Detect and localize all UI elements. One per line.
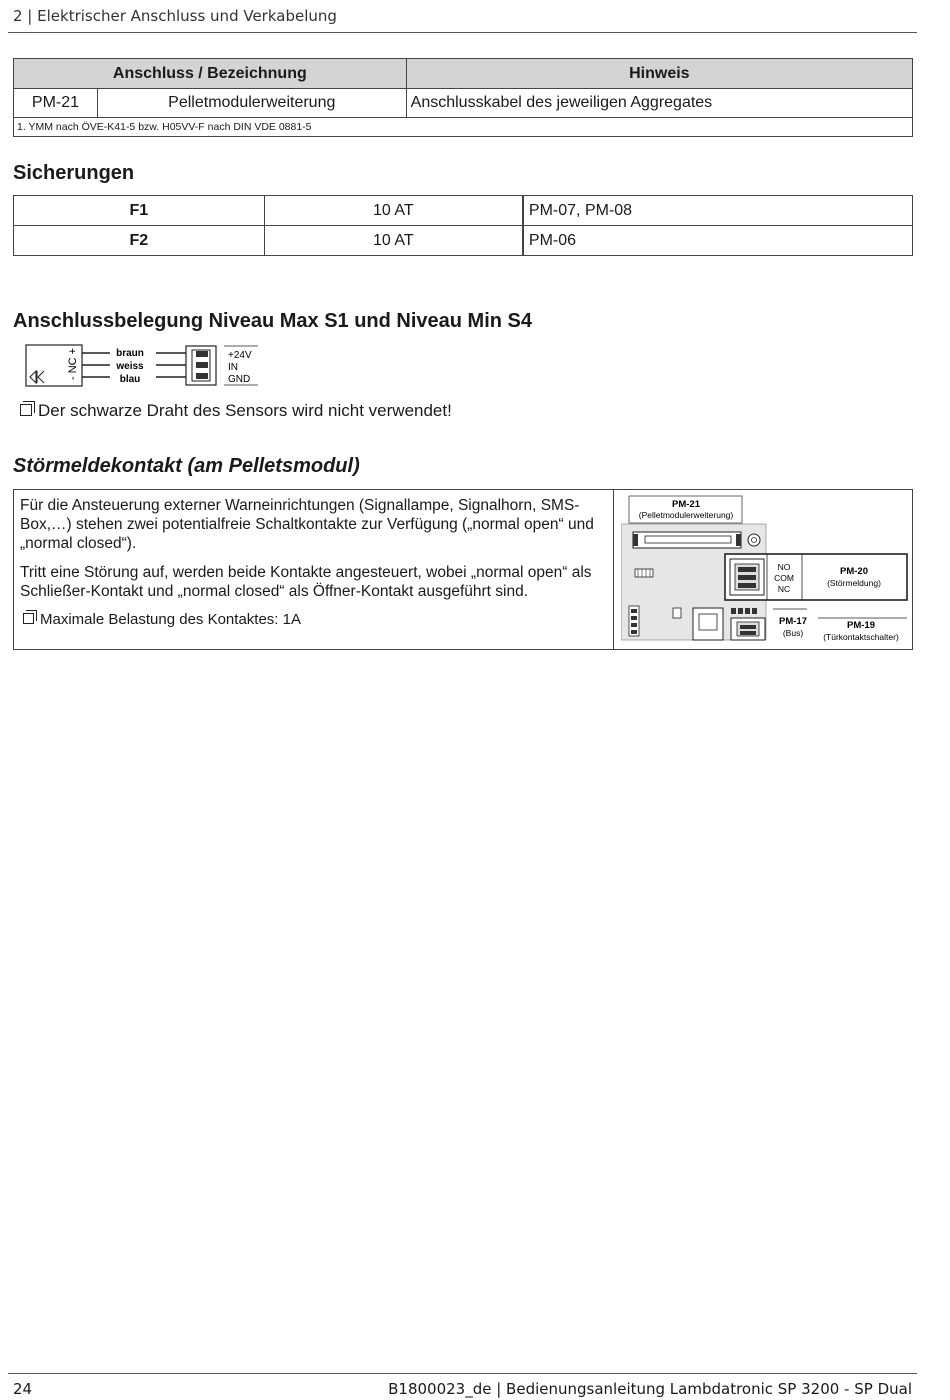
sensor-wiring-diagram [22, 342, 267, 392]
header-rule [8, 32, 917, 33]
contact-label: COM [774, 573, 794, 583]
wire-label: weiss [116, 361, 144, 372]
contact-label: NO [777, 562, 791, 572]
fault-paragraph-2: Tritt eine Störung auf, werden beide Kontakte angesteuert, wobei „normal open“ als Schließer-Kontakt und „normal closed“ als Öffner-Kontakt ausgeführt sind. [20, 564, 592, 600]
component-icon [673, 608, 681, 618]
sensor-note-text: Der schwarze Draht des Sensors wird nicht verwendet! [38, 401, 452, 420]
fault-description [14, 490, 614, 649]
fuse-name: F2 [14, 226, 265, 256]
col-header-connection: Anschluss / Bezeichnung [14, 59, 407, 89]
pm17-label: PM-17 [779, 616, 807, 627]
signal-label: GND [228, 374, 251, 385]
terminal-connector-icon [186, 346, 216, 385]
pm21-desc: (Pelletmodulerweiterung) [638, 510, 734, 520]
sensor-note [20, 401, 452, 421]
pm21-connector-icon [633, 532, 760, 548]
footer-rule [8, 1373, 917, 1374]
fault-box [13, 489, 913, 650]
pin-header-icon [629, 606, 639, 636]
cell-code: PM-21 [14, 89, 98, 118]
cell-hint: Anschlusskabel des jeweiligen Aggregates [406, 89, 912, 118]
fault-heading: Störmeldekontakt (am Pelletsmodul) [13, 455, 360, 477]
fuse-rating: 10 AT [264, 226, 523, 256]
connection-table [13, 58, 913, 137]
fuses-heading: Sicherungen [13, 162, 135, 184]
fuse-name: F1 [14, 196, 265, 226]
fault-note [23, 610, 301, 629]
pm17-terminal-icon [731, 618, 765, 640]
pm20-label: PM-20 [840, 566, 868, 577]
fuse-rating: 10 AT [264, 196, 523, 226]
contact-label: NC [777, 584, 791, 594]
pm17-desc: (Bus) [782, 628, 804, 638]
chip-icon [635, 569, 653, 577]
fuses-table [13, 195, 913, 256]
table-footnote: 1. YMM nach ÖVE-K41-5 bzw. H05VV-F nach DIN VDE 0881-5 [14, 118, 913, 137]
cell-name: Pelletmodulerweiterung [97, 89, 406, 118]
sensor-pins: - NC + [67, 347, 79, 380]
fuse-targets: PM-07, PM-08 [523, 196, 913, 226]
rj45-port-icon [693, 608, 723, 640]
pm21-label: PM-21 [672, 499, 700, 510]
pm19-desc: (Türkontaktschalter) [823, 632, 899, 642]
pm20-terminal-icon [730, 559, 764, 595]
signal-label: IN [228, 362, 238, 373]
sensor-heading: Anschlussbelegung Niveau Max S1 und Niveau Min S4 [13, 310, 533, 332]
page-number: 24 [13, 1380, 33, 1398]
checkbox-bullet-icon [20, 404, 32, 416]
fault-note-text: Maximale Belastung des Kontaktes: 1A [40, 611, 301, 628]
page-header: 2 | Elektrischer Anschluss und Verkabelung [13, 7, 337, 25]
pm19-label: PM-19 [847, 620, 875, 631]
wire-label: braun [116, 348, 144, 359]
fuse-targets: PM-06 [523, 226, 913, 256]
document-id: B1800023_de | Bedienungsanleitung Lambdatronic SP 3200 - SP Dual [388, 1380, 912, 1398]
col-header-hint: Hinweis [406, 59, 912, 89]
checkbox-bullet-icon [23, 613, 34, 624]
pm20-desc: (Störmeldung) [827, 578, 881, 588]
pellet-module-diagram [621, 494, 911, 644]
table-row [14, 196, 913, 226]
wire-label: blau [119, 374, 141, 385]
fault-paragraph-1: Für die Ansteuerung externer Warneinrichtungen (Signallampe, Signalhorn, SMS-Box,…) stehen zwei potentialfreie Schaltkontakte zur Verfügung („normal open“ und „normal closed“). [20, 497, 594, 552]
table-row [14, 226, 913, 256]
signal-label: +24V [228, 350, 252, 361]
